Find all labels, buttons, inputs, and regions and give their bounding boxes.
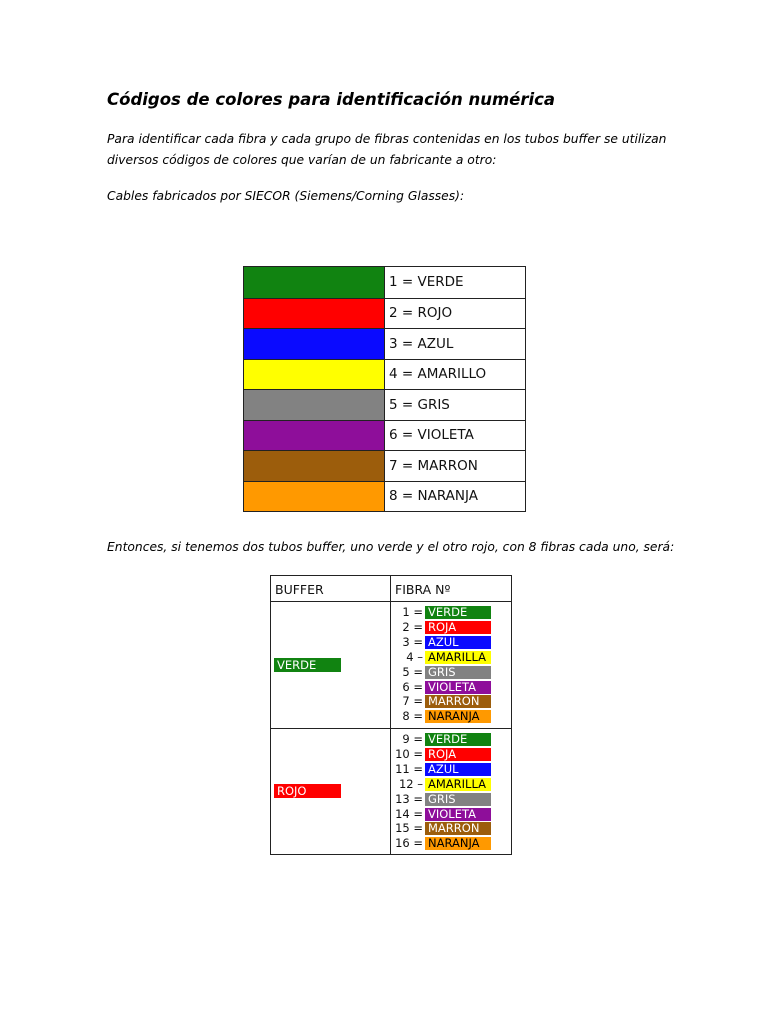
fiber-number: 2 = [402,619,423,634]
manufacturer-line: Cables fabricados por SIECOR (Siemens/Corning Glasses): [107,189,465,203]
fiber-row [395,821,511,836]
color-label: 7 = MARRON [389,457,478,474]
color-label: 8 = NARANJA [389,488,478,505]
intro-line-1: Para identificar cada fibra y cada grupo de fibras contenidas en los tubos buffer se utilizan [107,132,667,146]
fiber-color-tag: ROJA [425,748,491,761]
page-title: Códigos de colores para identificación numérica [107,90,556,109]
fiber-color-tag: VIOLETA [425,681,491,694]
fiber-number: 11 = [395,761,423,776]
fiber-row [395,680,511,695]
color-row [244,328,525,359]
color-row [244,481,525,512]
fiber-number: 7 = [402,694,423,709]
fiber-color-tag: VERDE [425,733,491,746]
buffer-color-tag: ROJO [274,784,341,798]
fiber-color-tag: ROJA [425,621,491,634]
header-divider [271,601,511,602]
color-swatch [244,299,385,329]
color-label: 4 = AMARILLO [389,366,487,383]
color-swatch [244,329,385,359]
fiber-number: 3 = [402,634,423,649]
fiber-row [395,732,511,747]
fiber-color-tag: NARANJA [425,710,491,723]
color-label: 6 = VIOLETA [389,427,474,444]
fiber-row [395,807,511,822]
fiber-color-tag: MARRON [425,695,491,708]
color-row [244,420,525,451]
color-swatch [244,421,385,451]
buffer-fiber-table [270,575,512,855]
fiber-color-tag: MARRON [425,822,491,835]
fiber-row [395,605,511,620]
fiber-row [395,635,511,650]
column-divider [390,576,391,854]
fiber-color-tag: AMARILLA [425,778,491,791]
fiber-color-tag: VERDE [425,606,491,619]
color-row [244,389,525,420]
color-label: 1 = VERDE [389,274,464,291]
fiber-number: 10 = [395,746,423,761]
fiber-color-tag: AZUL [425,636,491,649]
fiber-number: 16 = [395,836,423,851]
example-line: Entonces, si tenemos dos tubos buffer, uno verde y el otro rojo, con 8 fibras cada uno, será: [107,540,675,554]
fiber-row [395,665,511,680]
fiber-number: 9 = [402,732,423,746]
fiber-number: 6 = [402,679,423,694]
fiber-row [395,650,511,665]
fiber-number: 1 = [402,605,423,619]
fiber-row [395,709,511,724]
color-swatch [244,390,385,420]
fiber-number: 13 = [395,791,423,806]
fiber-number: 8 = [402,709,423,724]
color-swatch [244,267,385,298]
fiber-number: 12 – [398,776,423,791]
color-swatch [244,451,385,481]
fiber-color-tag: NARANJA [425,837,491,850]
fiber-color-tag: GRIS [425,666,491,679]
intro-line-2: diversos códigos de colores que varían de un fabricante a otro: [107,153,497,167]
fiber-row [395,620,511,635]
fiber-color-tag: AMARILLA [425,651,491,664]
fiber-row [395,762,511,777]
intro-paragraph [107,129,666,171]
fiber-number: 14 = [395,806,423,821]
fiber-row [395,836,511,851]
fiber-row [395,792,511,807]
fiber-color-tag: GRIS [425,793,491,806]
header-fiber: FIBRA Nº [395,582,451,597]
fiber-number: 4 – [406,649,423,664]
fiber-row [395,747,511,762]
fiber-row [395,694,511,709]
color-row [244,359,525,390]
fiber-row [395,777,511,792]
color-row [244,298,525,329]
color-row [244,267,525,298]
color-swatch [244,482,385,512]
fiber-color-tag: VIOLETA [425,808,491,821]
fiber-number: 15 = [395,821,423,836]
color-swatch [244,360,385,390]
buffer-color-tag: VERDE [274,658,341,672]
color-label: 3 = AZUL [389,335,454,352]
color-row [244,450,525,481]
group-divider [271,728,511,729]
color-label: 5 = GRIS [389,396,450,413]
fiber-number: 5 = [402,664,423,679]
color-code-table [243,266,526,512]
fiber-color-tag: AZUL [425,763,491,776]
header-buffer: BUFFER [275,582,324,597]
color-label: 2 = ROJO [389,305,453,322]
